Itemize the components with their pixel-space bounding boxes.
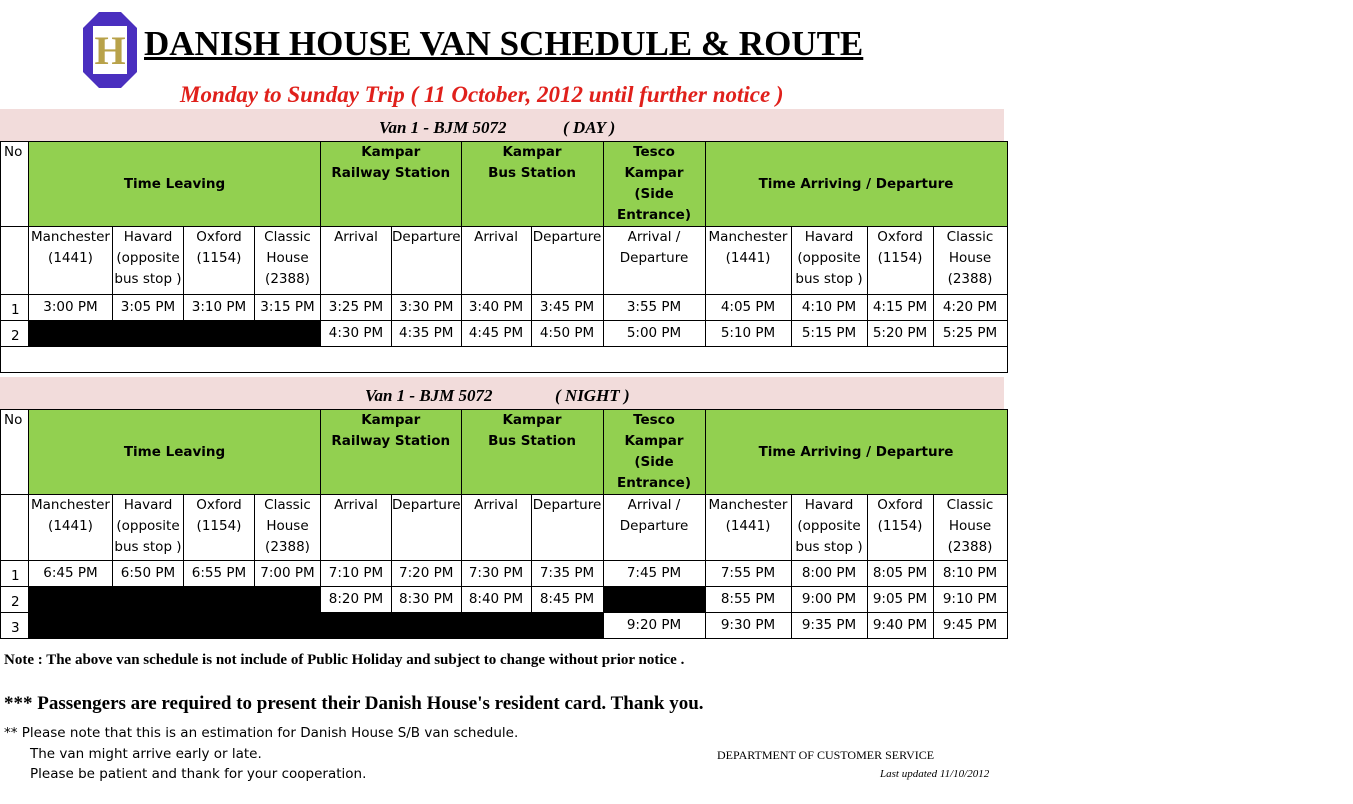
- sub-classic: Classic House (2388): [255, 495, 321, 561]
- time-cell: 4:50 PM: [531, 321, 603, 347]
- time-cell: 3:15 PM: [255, 295, 321, 321]
- time-cell: 9:05 PM: [867, 587, 933, 613]
- time-cell: 4:30 PM: [321, 321, 392, 347]
- time-cell: 5:00 PM: [603, 321, 705, 347]
- table-row: [1, 561, 1008, 587]
- col-no: No: [1, 410, 29, 495]
- sub-havard: Havard (opposite bus stop ): [113, 227, 184, 295]
- time-cell: 7:20 PM: [392, 561, 462, 587]
- time-cell: 4:15 PM: [867, 295, 933, 321]
- sub-oxford: Oxford (1154): [867, 495, 933, 561]
- col-time-leaving: Time Leaving: [29, 410, 321, 495]
- night-period: ( NIGHT ): [555, 386, 630, 405]
- time-cell: 6:55 PM: [184, 561, 255, 587]
- time-cell: 8:10 PM: [933, 561, 1007, 587]
- col-time-arriving: Time Arriving / Departure: [705, 142, 1007, 227]
- time-cell: 9:10 PM: [933, 587, 1007, 613]
- no-service-block: [29, 587, 321, 613]
- col-tesco: Tesco Kampar (Side Entrance): [603, 142, 705, 227]
- table-row: [1, 295, 1008, 321]
- time-cell: 5:25 PM: [933, 321, 1007, 347]
- time-cell: 4:45 PM: [461, 321, 531, 347]
- schedule-note: Note : The above van schedule is not include of Public Holiday and subject to change without prior notice .: [4, 652, 685, 668]
- sub-oxford: Oxford (1154): [184, 495, 255, 561]
- sub-departure: Departure: [531, 495, 603, 561]
- logo-letter: H: [94, 28, 126, 73]
- time-cell: 3:55 PM: [603, 295, 705, 321]
- time-cell: 8:20 PM: [321, 587, 392, 613]
- no-service-block: [29, 321, 321, 347]
- col-tesco: Tesco Kampar (Side Entrance): [603, 410, 705, 495]
- day-van-label: Van 1 - BJM 5072: [379, 118, 507, 137]
- time-cell: 9:20 PM: [603, 613, 705, 639]
- department-label: DEPARTMENT OF CUSTOMER SERVICE: [717, 748, 935, 762]
- table-row: [1, 587, 1008, 613]
- sub-manchester: Manchester (1441): [705, 227, 791, 295]
- sub-classic: Classic House (2388): [933, 227, 1007, 295]
- time-cell: 9:00 PM: [791, 587, 867, 613]
- time-cell: 7:45 PM: [603, 561, 705, 587]
- sub-departure: Departure: [392, 495, 462, 561]
- time-cell: 7:30 PM: [461, 561, 531, 587]
- sub-arrival: Arrival: [321, 227, 392, 295]
- time-cell: 8:40 PM: [461, 587, 531, 613]
- sub-manchester: Manchester (1441): [29, 495, 113, 561]
- sub-oxford: Oxford (1154): [867, 227, 933, 295]
- time-cell: 3:25 PM: [321, 295, 392, 321]
- time-cell: 3:30 PM: [392, 295, 462, 321]
- col-no: No: [1, 142, 29, 227]
- time-cell: 5:15 PM: [791, 321, 867, 347]
- resident-card-note: *** Passengers are required to present their Danish House's resident card. Thank you.: [4, 693, 704, 714]
- page-subtitle: Monday to Sunday Trip ( 11 October, 2012 until further notice ): [180, 82, 784, 107]
- row-number: 1: [1, 295, 29, 321]
- row-number: 2: [1, 587, 29, 613]
- day-schedule-table: [0, 141, 1008, 373]
- no-service-block: [603, 587, 705, 613]
- col-kampar-railway: Kampar Railway Station: [321, 410, 462, 495]
- table-row: [1, 321, 1008, 347]
- col-kampar-bus: Kampar Bus Station: [461, 142, 603, 227]
- sub-oxford: Oxford (1154): [184, 227, 255, 295]
- sub-manchester: Manchester (1441): [29, 227, 113, 295]
- night-schedule-table: [0, 409, 1008, 639]
- time-cell: 3:05 PM: [113, 295, 184, 321]
- time-cell: 3:00 PM: [29, 295, 113, 321]
- sub-departure: Departure: [531, 227, 603, 295]
- sub-arr-dep: Arrival / Departure: [603, 495, 705, 561]
- time-cell: 4:05 PM: [705, 295, 791, 321]
- time-cell: 8:05 PM: [867, 561, 933, 587]
- time-cell: 3:45 PM: [531, 295, 603, 321]
- time-cell: 9:35 PM: [791, 613, 867, 639]
- time-cell: 3:40 PM: [461, 295, 531, 321]
- night-van-bar: [0, 377, 1004, 409]
- time-cell: 7:35 PM: [531, 561, 603, 587]
- sub-arrival: Arrival: [461, 227, 531, 295]
- row-number: 3: [1, 613, 29, 639]
- sub-havard: Havard (opposite bus stop ): [791, 495, 867, 561]
- day-period: ( DAY ): [563, 118, 616, 137]
- time-cell: 8:45 PM: [531, 587, 603, 613]
- sub-havard: Havard (opposite bus stop ): [113, 495, 184, 561]
- col-kampar-railway: Kampar Railway Station: [321, 142, 462, 227]
- sub-arr-dep: Arrival / Departure: [603, 227, 705, 295]
- col-time-leaving: Time Leaving: [29, 142, 321, 227]
- sub-departure: Departure: [392, 227, 462, 295]
- arrival-note: The van might arrive early or late.: [30, 746, 262, 762]
- time-cell: 7:00 PM: [255, 561, 321, 587]
- time-cell: 8:30 PM: [392, 587, 462, 613]
- table-row: [1, 613, 1008, 639]
- sub-havard: Havard (opposite bus stop ): [791, 227, 867, 295]
- time-cell: 5:20 PM: [867, 321, 933, 347]
- time-cell: 9:40 PM: [867, 613, 933, 639]
- col-time-arriving: Time Arriving / Departure: [705, 410, 1007, 495]
- time-cell: 7:55 PM: [705, 561, 791, 587]
- patience-note: Please be patient and thank for your cooperation.: [30, 766, 367, 782]
- estimation-note: ** Please note that this is an estimation for Danish House S/B van schedule.: [4, 725, 519, 741]
- time-cell: 7:10 PM: [321, 561, 392, 587]
- time-cell: 6:50 PM: [113, 561, 184, 587]
- last-updated: Last updated 11/10/2012: [880, 768, 990, 780]
- row-number: 2: [1, 321, 29, 347]
- time-cell: 8:55 PM: [705, 587, 791, 613]
- time-cell: 9:30 PM: [705, 613, 791, 639]
- time-cell: 4:10 PM: [791, 295, 867, 321]
- danish-house-logo: [83, 12, 137, 88]
- time-cell: 3:10 PM: [184, 295, 255, 321]
- col-kampar-bus: Kampar Bus Station: [461, 410, 603, 495]
- night-van-label: Van 1 - BJM 5072: [365, 386, 493, 405]
- sub-classic: Classic House (2388): [933, 495, 1007, 561]
- no-service-block: [29, 613, 604, 639]
- time-cell: 9:45 PM: [933, 613, 1007, 639]
- day-van-bar: [0, 109, 1004, 141]
- blank-row: [1, 347, 1008, 373]
- sub-arrival: Arrival: [461, 495, 531, 561]
- page-title: DANISH HOUSE VAN SCHEDULE & ROUTE: [144, 24, 864, 63]
- time-cell: 6:45 PM: [29, 561, 113, 587]
- sub-manchester: Manchester (1441): [705, 495, 791, 561]
- sub-arrival: Arrival: [321, 495, 392, 561]
- time-cell: 4:20 PM: [933, 295, 1007, 321]
- time-cell: 5:10 PM: [705, 321, 791, 347]
- time-cell: 4:35 PM: [392, 321, 462, 347]
- time-cell: 8:00 PM: [791, 561, 867, 587]
- row-number: 1: [1, 561, 29, 587]
- sub-classic: Classic House (2388): [255, 227, 321, 295]
